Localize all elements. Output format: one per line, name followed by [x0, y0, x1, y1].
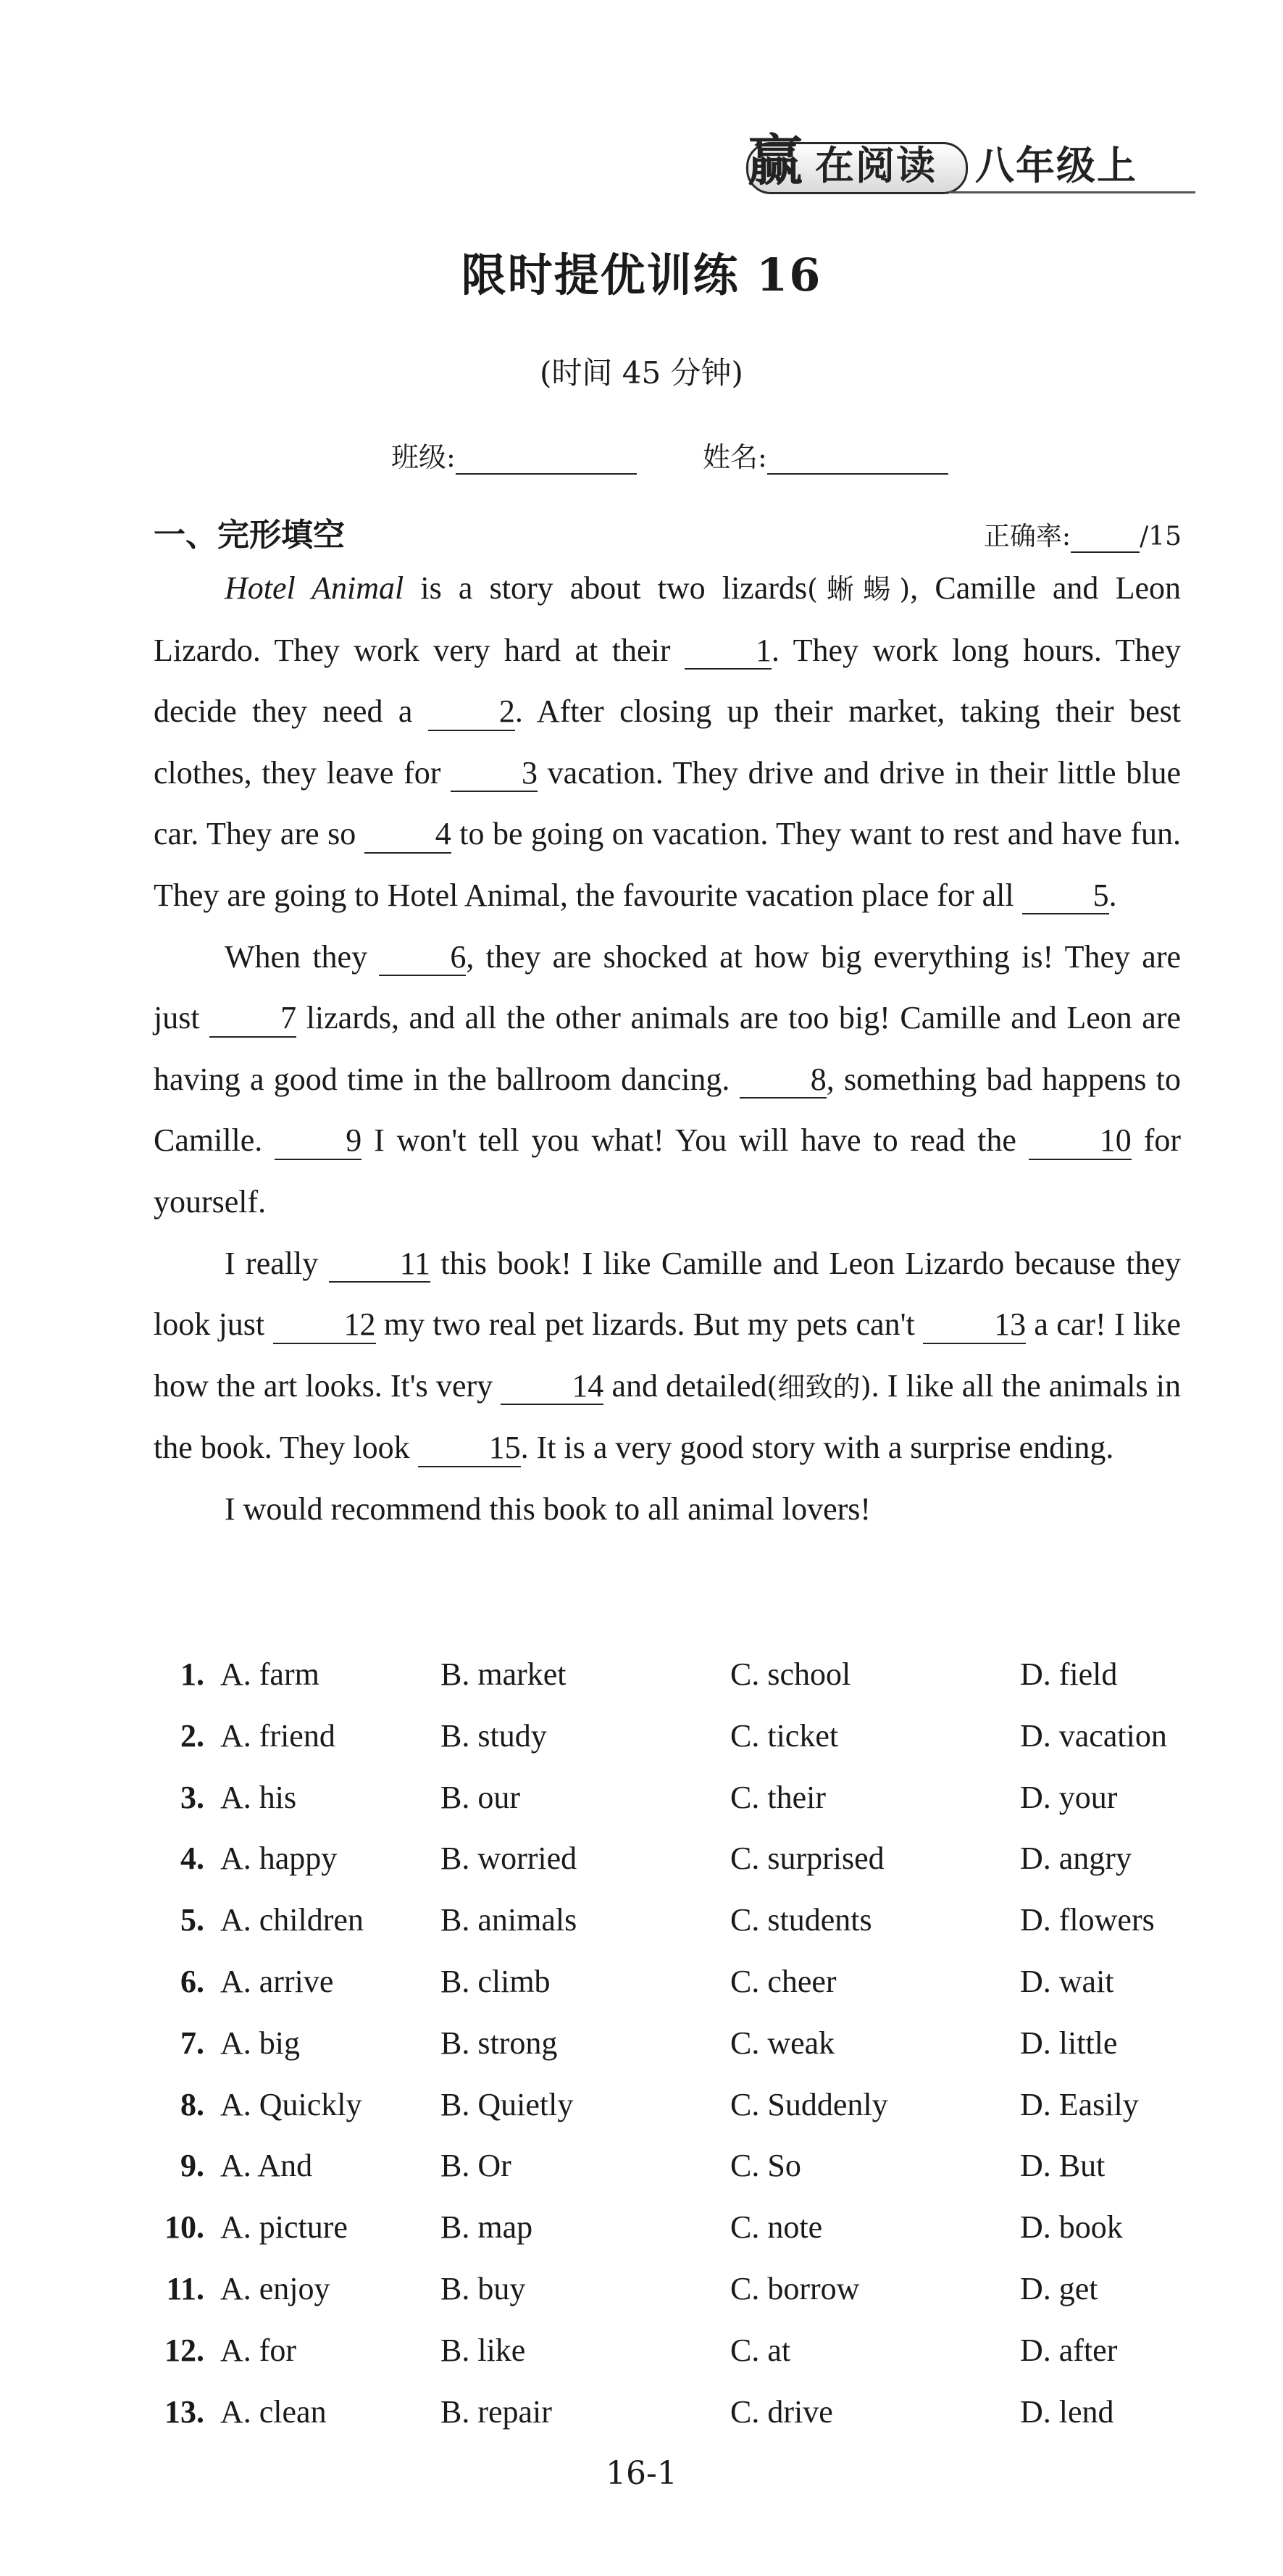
option-d[interactable]: D. But: [1020, 2148, 1106, 2184]
option-d[interactable]: D. book: [1020, 2209, 1123, 2246]
option-a[interactable]: A. happy: [220, 1841, 338, 1877]
option-c[interactable]: C. So: [730, 2148, 801, 2184]
option-a[interactable]: A. enjoy: [220, 2270, 330, 2306]
question-number: 1.: [180, 1656, 204, 1692]
passage-paragraph: [154, 1479, 1181, 1541]
question-row: [154, 1840, 1181, 1901]
blank-4[interactable]: 4: [364, 817, 451, 853]
question-number: 8.: [180, 2086, 204, 2122]
blank-13[interactable]: 13: [923, 1307, 1026, 1343]
option-d[interactable]: D. vacation: [1020, 1717, 1167, 1754]
option-d[interactable]: D. wait: [1020, 1963, 1114, 1999]
class-label: 班级:: [391, 441, 456, 473]
chinese-gloss: (细致的): [766, 1370, 872, 1403]
question-number: 6.: [180, 1963, 204, 1999]
passage-text: lizards, and all the other animals are too big! Camille and Leon are having a good time in the ballroom dancing.: [154, 1000, 1181, 1097]
option-b[interactable]: B. map: [440, 2209, 533, 2246]
option-a[interactable]: A. for: [220, 2332, 297, 2368]
passage-paragraph: [154, 1233, 1181, 1479]
question-row: [154, 2393, 1181, 2455]
passage-text: . They work long hours. They decide they need a: [154, 632, 1181, 730]
question-row: [154, 1901, 1181, 1963]
question-number: 11.: [166, 2270, 204, 2306]
passage-text: , they are shocked at how big everything is! They are just: [154, 938, 1182, 1036]
option-b[interactable]: B. climb: [440, 1963, 551, 1999]
accuracy-label: 正确率:: [983, 522, 1071, 551]
question-row: [154, 2025, 1181, 2086]
question-row: [154, 1779, 1181, 1841]
page-number: 16-1: [606, 2455, 677, 2492]
question-number: 5.: [180, 1902, 204, 1938]
option-c[interactable]: C. Suddenly: [730, 2086, 888, 2122]
option-a[interactable]: A. arrive: [220, 1963, 334, 1999]
passage-text: .: [1108, 877, 1117, 913]
question-row: [154, 2332, 1181, 2393]
passage-text: . After closing up their market, taking their best clothes, they leave for: [154, 693, 1181, 791]
name-blank[interactable]: [767, 473, 948, 475]
passage-text: vacation. They drive and drive in their little blue car. They are so: [154, 754, 1181, 852]
option-c[interactable]: C. their: [730, 1779, 826, 1815]
question-number: 13.: [164, 2393, 204, 2430]
question-row: [154, 1656, 1181, 1717]
option-b[interactable]: B. study: [440, 1717, 547, 1754]
blank-8[interactable]: 8: [740, 1062, 827, 1099]
chinese-gloss: (蜥蜴): [807, 573, 911, 605]
option-a[interactable]: A. Quickly: [220, 2086, 362, 2122]
option-a[interactable]: A. friend: [220, 1717, 335, 1754]
blank-2[interactable]: 2: [428, 694, 515, 730]
option-a[interactable]: A. children: [220, 1902, 364, 1938]
option-b[interactable]: B. like: [440, 2332, 526, 2368]
book-title: Hotel Animal: [225, 570, 404, 606]
header-logo: [732, 129, 1181, 209]
accuracy-field: [984, 516, 1182, 553]
option-a[interactable]: A. And: [220, 2148, 313, 2184]
answer-options: [154, 1656, 1181, 2454]
blank-1[interactable]: 1: [685, 633, 772, 670]
question-row: [154, 2209, 1181, 2270]
question-row: [154, 1963, 1181, 2025]
logo-char: 赢: [748, 128, 803, 193]
question-number: 9.: [180, 2148, 204, 2184]
option-c[interactable]: C. cheer: [730, 1963, 837, 1999]
option-c[interactable]: C. surprised: [730, 1841, 885, 1877]
passage-text: , something bad happens to Camille.: [154, 1061, 1181, 1159]
option-d[interactable]: D. Easily: [1020, 2086, 1139, 2122]
option-d[interactable]: D. little: [1020, 2025, 1118, 2061]
passage-paragraph: [154, 927, 1181, 1233]
option-b[interactable]: B. repair: [440, 2393, 552, 2430]
option-a[interactable]: A. his: [220, 1779, 297, 1815]
page-title: 限时提优训练 16: [461, 249, 822, 301]
accuracy-total: /15: [1140, 522, 1182, 551]
option-c[interactable]: C. ticket: [730, 1717, 839, 1754]
passage-text: . It is a very good story with a surprise ending.: [520, 1430, 1114, 1466]
blank-5[interactable]: 5: [1022, 878, 1109, 914]
section-heading: 一、完形填空: [154, 517, 345, 554]
option-d[interactable]: D. your: [1020, 1779, 1118, 1815]
option-c[interactable]: C. weak: [730, 2025, 835, 2061]
time-limit: (时间 45 分钟): [540, 355, 743, 391]
blank-10[interactable]: 10: [1029, 1123, 1132, 1159]
option-a[interactable]: A. farm: [220, 1656, 319, 1692]
logo-underline: [949, 191, 1195, 193]
option-a[interactable]: A. big: [220, 2025, 300, 2061]
blank-12[interactable]: 12: [273, 1307, 376, 1343]
logo-brand: 在阅读: [815, 143, 937, 188]
option-b[interactable]: B. strong: [440, 2025, 558, 2061]
cloze-passage: [154, 558, 1181, 1541]
class-blank[interactable]: [456, 473, 637, 475]
blank-7[interactable]: 7: [209, 1001, 296, 1037]
name-label: 姓名:: [703, 441, 767, 473]
blank-3[interactable]: 3: [451, 756, 538, 792]
passage-text: is a story about two lizards: [404, 570, 808, 606]
option-c[interactable]: C. borrow: [730, 2270, 860, 2306]
passage-text: . I like all the animals in the book. They look: [154, 1367, 1181, 1466]
question-number: 3.: [180, 1779, 204, 1815]
passage-text: a car! I like how the art looks. It's very: [154, 1306, 1181, 1404]
passage-text: this book! I like Camille and Leon Lizardo because they look just: [154, 1245, 1182, 1343]
question-row: [154, 2086, 1181, 2148]
blank-15[interactable]: 15: [418, 1430, 521, 1467]
option-b[interactable]: B. market: [440, 1656, 567, 1692]
passage-text: my two real pet lizards. But my pets can't: [375, 1306, 924, 1343]
option-b[interactable]: B. our: [440, 1779, 520, 1815]
question-row: [154, 2270, 1181, 2332]
logo-grade: 八年级上: [975, 143, 1137, 188]
option-c[interactable]: C. at: [730, 2332, 791, 2368]
blank-9[interactable]: 9: [275, 1123, 362, 1159]
blank-14[interactable]: 14: [501, 1369, 603, 1405]
blank-11[interactable]: 11: [329, 1246, 430, 1283]
passage-text: , Camille and Leon Lizardo. They work very hard at their: [154, 570, 1181, 668]
option-b[interactable]: B. buy: [440, 2270, 526, 2306]
option-d[interactable]: D. after: [1020, 2332, 1118, 2368]
option-d[interactable]: D. lend: [1020, 2393, 1114, 2430]
option-c[interactable]: C. note: [730, 2209, 823, 2246]
passage-text: for yourself.: [154, 1122, 1181, 1220]
question-row: [154, 2147, 1181, 2209]
question-number: 12.: [164, 2332, 204, 2368]
question-row: [154, 1717, 1181, 1779]
question-number: 7.: [180, 2025, 204, 2061]
question-number: 2.: [180, 1717, 204, 1754]
option-b[interactable]: B. worried: [440, 1841, 577, 1877]
passage-text: I would recommend this book to all animal lovers!: [225, 1491, 872, 1527]
option-c[interactable]: C. drive: [730, 2393, 833, 2430]
passage-text: I won't tell you what! You will have to read the: [362, 1122, 1029, 1159]
option-d[interactable]: D. field: [1020, 1656, 1118, 1692]
option-a[interactable]: A. clean: [220, 2393, 327, 2430]
option-b[interactable]: B. Quietly: [440, 2086, 574, 2122]
option-a[interactable]: A. picture: [220, 2209, 348, 2246]
option-b[interactable]: B. Or: [440, 2148, 511, 2184]
passage-text: to be going on vacation. They want to rest and have fun. They are going to Hotel Animal, the favourite vacation place for all: [154, 816, 1181, 913]
passage-text: I really: [225, 1245, 329, 1281]
question-number: 4.: [180, 1841, 204, 1877]
option-d[interactable]: D. angry: [1020, 1841, 1132, 1877]
blank-6[interactable]: 6: [379, 940, 466, 976]
passage-text: When they: [225, 938, 380, 975]
option-d[interactable]: D. get: [1020, 2270, 1098, 2306]
class-field: [391, 435, 637, 475]
option-d[interactable]: D. flowers: [1020, 1902, 1155, 1938]
passage-paragraph: [154, 558, 1181, 927]
option-b[interactable]: B. animals: [440, 1902, 577, 1938]
question-number: 10.: [164, 2209, 204, 2246]
name-field: [703, 435, 948, 475]
option-c[interactable]: C. students: [730, 1902, 872, 1938]
passage-text: and detailed: [603, 1367, 767, 1404]
accuracy-blank[interactable]: [1071, 551, 1140, 553]
option-c[interactable]: C. school: [730, 1656, 851, 1692]
